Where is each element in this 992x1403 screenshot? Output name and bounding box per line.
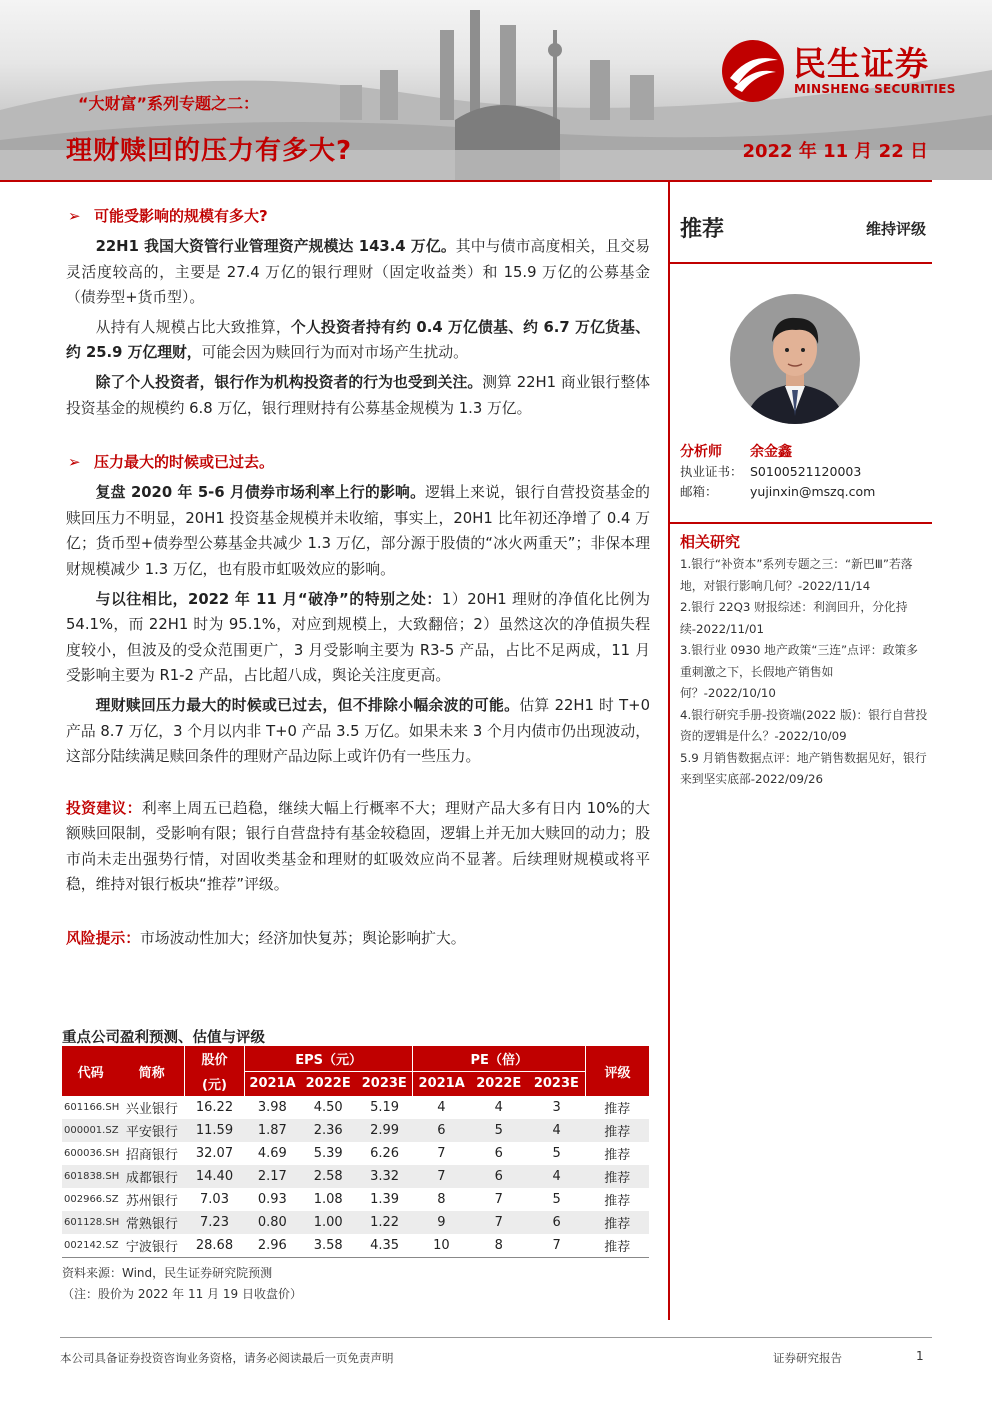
table-cell: 6 (413, 1119, 470, 1142)
section-heading-text: 可能受影响的规模有多大? (94, 207, 268, 225)
forecast-table (62, 1046, 649, 1258)
email-value: yujinxin@mszq.com (750, 484, 876, 499)
footer-divider (60, 1337, 932, 1338)
paragraph (66, 693, 650, 770)
paragraph-bold: 与以往相比，2022 年 11 月“破净”的特别之处： (95, 590, 442, 608)
table-cell: 3 (552, 1100, 561, 1115)
table-cell: 4 (437, 1100, 446, 1115)
table-cell: 7 (470, 1211, 528, 1234)
rating-label: 维持评级 (865, 220, 926, 238)
table-cell: 4.69 (257, 1146, 287, 1161)
table-cell: 11.59 (185, 1119, 245, 1142)
table-cell: 3.98 (257, 1100, 287, 1115)
related-item[interactable]: 3.银行业 0930 地产政策“三连”点评：政策多重刺激之下，长假地产销售如何？-2022/10/10 (680, 643, 918, 700)
risk-warning (66, 926, 650, 952)
table-cell: 6 (494, 1146, 503, 1161)
series-subtitle: “大财富”系列专题之二： (78, 94, 260, 113)
analyst-row (680, 442, 875, 462)
cert-value: S0100521120003 (750, 464, 862, 479)
table-cell: 14.40 (185, 1165, 245, 1188)
col-name: 简称 (119, 1046, 184, 1096)
arrow-bullet-icon: ➢ (68, 207, 81, 225)
section-heading-text: 压力最大的时候或已过去。 (94, 453, 275, 472)
table-cell: 2.17 (244, 1165, 300, 1188)
related-item[interactable]: 4.银行研究手册-投资端(2022 版)：银行自营投资的逻辑是什么？-2022/10/09 (680, 707, 928, 743)
table-cell: 2.96 (244, 1234, 300, 1257)
page-number: 1 (916, 1349, 924, 1363)
table-cell: 7 (437, 1146, 446, 1161)
table-cell: 1.08 (313, 1192, 343, 1207)
main-content (66, 205, 650, 952)
table-cell: 4 (528, 1165, 586, 1188)
risk-label: 风险提示： (66, 930, 140, 948)
footer-report-type: 证券研究报告 (773, 1351, 842, 1365)
analyst-info (680, 442, 875, 502)
col-rating: 评级 (586, 1046, 649, 1096)
table-cell: 5 (552, 1146, 561, 1161)
table-cell: 推荐 (586, 1234, 649, 1257)
table-cell: 2.58 (300, 1165, 356, 1188)
table-cell: 32.07 (195, 1146, 234, 1161)
table-cell: 7.23 (185, 1211, 245, 1234)
paragraph-text: 从持有人规模占比大致推算， (95, 318, 291, 336)
table-cell: 1.00 (300, 1211, 356, 1234)
table-cell: 宁波银行 (119, 1234, 184, 1257)
table-cell: 8 (470, 1234, 528, 1257)
paragraph (66, 315, 650, 366)
report-header (0, 0, 992, 180)
related-item[interactable]: 1.银行“补资本”系列专题之三：“新巴Ⅲ”若落地，对银行影响几何？-2022/11/14 (680, 557, 913, 593)
cert-row (680, 462, 875, 482)
recommend-label: 推荐 (680, 217, 725, 242)
table-cell: 推荐 (586, 1165, 649, 1188)
table-row (62, 1096, 649, 1119)
paragraph-text: 估算 22H1 时 T+0 产品 8.7 万亿，3 个月以内非 T+0 产品 3.5 万亿。如果未来 3 个月内债市仍出现波动，这部分陆续满足赎回条件的理财产品边际上或许仍有一些压力。 (66, 696, 650, 766)
table-cell: 7.03 (200, 1192, 229, 1207)
table-row (62, 1142, 649, 1165)
table-cell: 10 (413, 1234, 470, 1257)
table-row (62, 1234, 649, 1257)
paragraph (66, 234, 650, 311)
analyst-photo-icon (730, 294, 860, 424)
paragraph-text: 其中与债市高度相关，且交易灵活度较高的，主要是 27.4 万亿的银行理财（固定收益类）和 15.9 万亿的公募基金（债券型+货币型）。 (66, 238, 650, 307)
table-cell: 0.80 (244, 1211, 300, 1234)
footer-disclaimer: 本公司具备证券投资咨询业务资格，请务必阅读最后一页免责声明 (60, 1351, 394, 1365)
col-code: 代码 (62, 1046, 119, 1096)
cell-code: 600036.SH (64, 1148, 120, 1159)
table-cell: 5 (552, 1192, 561, 1207)
analyst-label: 分析师 (680, 444, 722, 460)
table-cell: 兴业银行 (125, 1102, 178, 1117)
cell-code: 601128.SH (62, 1211, 119, 1234)
table-cell: 推荐 (604, 1148, 631, 1163)
table-cell: 成都银行 (119, 1165, 184, 1188)
table-cell: 6 (470, 1165, 528, 1188)
paragraph (66, 370, 650, 421)
col-eps-2023: 2023E (356, 1071, 413, 1096)
table-cell: 16.22 (195, 1100, 234, 1115)
col-pe-2023: 2023E (528, 1071, 586, 1096)
table-title: 重点公司盈利预测、估值与评级 (62, 1030, 265, 1046)
cell-code: 601838.SH (62, 1165, 119, 1188)
table-cell: 招商银行 (125, 1148, 178, 1163)
table-cell: 推荐 (586, 1211, 649, 1234)
investment-label: 投资建议： (66, 799, 142, 817)
table-cell: 2.99 (356, 1119, 413, 1142)
report-date: 2022 年 11 月 22 日 (742, 141, 928, 162)
table-row (62, 1165, 649, 1188)
table-cell: 4 (528, 1119, 586, 1142)
paragraph-text: 逻辑上来说，银行自营投资基金的赎回压力不明显，20H1 投资基金规模并未收缩，事实上，20H1 比年初还净增了 0.4 万亿；货币型+债券型公募基金共减少 1.3 万亿，部分源于股债的“冰火两重天”；非保本理财规模减少 1.3 万亿，也有股市虹吸效应的影响。 (66, 484, 650, 578)
paragraph-bold: 个人投资者持有约 0.4 万亿债基、约 6.7 万亿货基、约 25.9 万亿理财， (66, 318, 650, 362)
minsheng-logo-icon (720, 38, 786, 104)
col-pe-2021: 2021A (413, 1071, 470, 1096)
col-pe-2022: 2022E (470, 1071, 528, 1096)
table-cell: 推荐 (604, 1194, 631, 1209)
analyst-avatar (730, 294, 860, 424)
cell-code: 002142.SZ (62, 1234, 119, 1257)
table-cell: 6 (528, 1211, 586, 1234)
col-price: 股价 (185, 1046, 245, 1071)
rating-box (670, 182, 932, 264)
analyst-name: 余金鑫 (750, 444, 792, 460)
table-cell: 9 (413, 1211, 470, 1234)
paragraph-bold: 复盘 2020 年 5-6 月债券市场利率上行的影响。 (95, 484, 426, 502)
table-cell: 7 (528, 1234, 586, 1257)
col-price-unit: (元) (185, 1071, 245, 1096)
related-item[interactable]: 2.银行 22Q3 财报综述：利润回升，分化持续-2022/11/01 (680, 600, 908, 636)
section-heading-2 (66, 451, 650, 472)
email-row (680, 482, 875, 502)
table-cell: 5 (470, 1119, 528, 1142)
table-cell: 7 (494, 1192, 503, 1207)
table-cell: 推荐 (604, 1102, 631, 1117)
table-cell: 常熟银行 (119, 1211, 184, 1234)
column-divider (668, 180, 670, 1320)
table-cell: 5.39 (313, 1146, 343, 1161)
table-cell: 1.22 (356, 1211, 413, 1234)
paragraph-bold: 除了个人投资者，银行作为机构投资者的行为也受到关注。 (95, 373, 483, 391)
table-cell: 4.35 (356, 1234, 413, 1257)
note-text: （注：股价为 2022 年 11 月 19 日收盘价） (62, 1287, 302, 1301)
table-cell: 6.26 (370, 1146, 400, 1161)
investment-advice (66, 796, 650, 898)
table-cell: 4.50 (313, 1100, 343, 1115)
related-divider (670, 522, 932, 524)
table-cell: 5.19 (370, 1100, 400, 1115)
paragraph-text: 可能会因为赎回行为而对市场产生扰动。 (201, 344, 468, 362)
report-title: 理财赎回的压力有多大? (66, 136, 353, 166)
table-cell: 28.68 (185, 1234, 245, 1257)
section-heading-1 (66, 205, 650, 226)
arrow-bullet-icon: ➢ (68, 453, 81, 472)
table-cell: 0.93 (257, 1192, 287, 1207)
table-cell: 8 (437, 1192, 446, 1207)
col-eps-2021: 2021A (244, 1071, 300, 1096)
table-cell: 1.39 (370, 1192, 400, 1207)
paragraph (66, 480, 650, 582)
table-body (62, 1096, 649, 1257)
investment-text: 利率上周五已趋稳，继续大幅上行概率不大；理财产品大多有日内 10%的大额赎回限制，受影响有限；银行自营盘持有基金较稳固，逻辑上并无加大赎回的动力；股市尚未走出强势行情，对固收类基金和理财的虹吸效应尚不显著。后续理财规模或将平稳，维持对银行板块“推荐”评级。 (66, 799, 650, 894)
table-source (62, 1263, 302, 1305)
risk-text: 市场波动性加大；经济加快复苏；舆论影响扩大。 (140, 930, 466, 948)
table-cell: 推荐 (586, 1119, 649, 1142)
related-research-list (680, 554, 928, 791)
col-eps: EPS（元） (244, 1046, 413, 1071)
table-row (62, 1119, 649, 1142)
paragraph-bold: 22H1 我国大资管行业管理资产规模达 143.4 万亿。 (95, 238, 456, 255)
related-research-title: 相关研究 (680, 533, 741, 551)
cert-label: 执业证书： (680, 464, 743, 479)
table-cell: 1.87 (244, 1119, 300, 1142)
col-eps-2022: 2022E (300, 1071, 356, 1096)
table-row (62, 1188, 649, 1211)
minsheng-logo (718, 36, 968, 106)
table-cell: 平安银行 (119, 1119, 184, 1142)
table-row (62, 1211, 649, 1234)
logo-chinese-name: 民生证券 (793, 44, 929, 83)
table-cell: 4 (494, 1100, 503, 1115)
table-cell: 苏州银行 (125, 1194, 178, 1209)
paragraph-bold: 理财赎回压力最大的时候或已过去，但不排除小幅余波的可能。 (95, 696, 520, 714)
cell-code: 000001.SZ (62, 1119, 119, 1142)
col-pe: PE（倍） (413, 1046, 586, 1071)
table-header-row (62, 1046, 649, 1071)
source-text: 资料来源：Wind，民生证券研究院预测 (62, 1266, 273, 1280)
cell-code: 601166.SH (64, 1102, 120, 1113)
email-label: 邮箱： (680, 484, 718, 499)
paragraph (66, 587, 650, 689)
cell-code: 002966.SZ (64, 1194, 119, 1205)
table-cell: 2.36 (300, 1119, 356, 1142)
related-item[interactable]: 5.9 月销售数据点评：地产销售数据见好，银行来到坚实底部-2022/09/26 (680, 750, 927, 786)
paragraph-text: 1）20H1 理财的净值化比例为 54.1%，而 22H1 时为 95.1%，对应到规模上，大致翻倍；2）虽然这次的净值损失程度较小，但波及的受众范围更广，3 月受影响主要为 R3-5 产品，占比不足两成，11 月受影响主要为 R1-2 产品，占比超八成，舆论关注度更高。 (66, 590, 650, 685)
table-cell: 3.32 (356, 1165, 413, 1188)
logo-english-name: MINSHENG SECURITIES (794, 82, 956, 96)
paragraph-text: 测算 22H1 商业银行整体投资基金的规模约 6.8 万亿，银行理财持有公募基金规模为 1.3 万亿。 (66, 373, 650, 417)
table-cell: 7 (413, 1165, 470, 1188)
table-cell: 3.58 (300, 1234, 356, 1257)
